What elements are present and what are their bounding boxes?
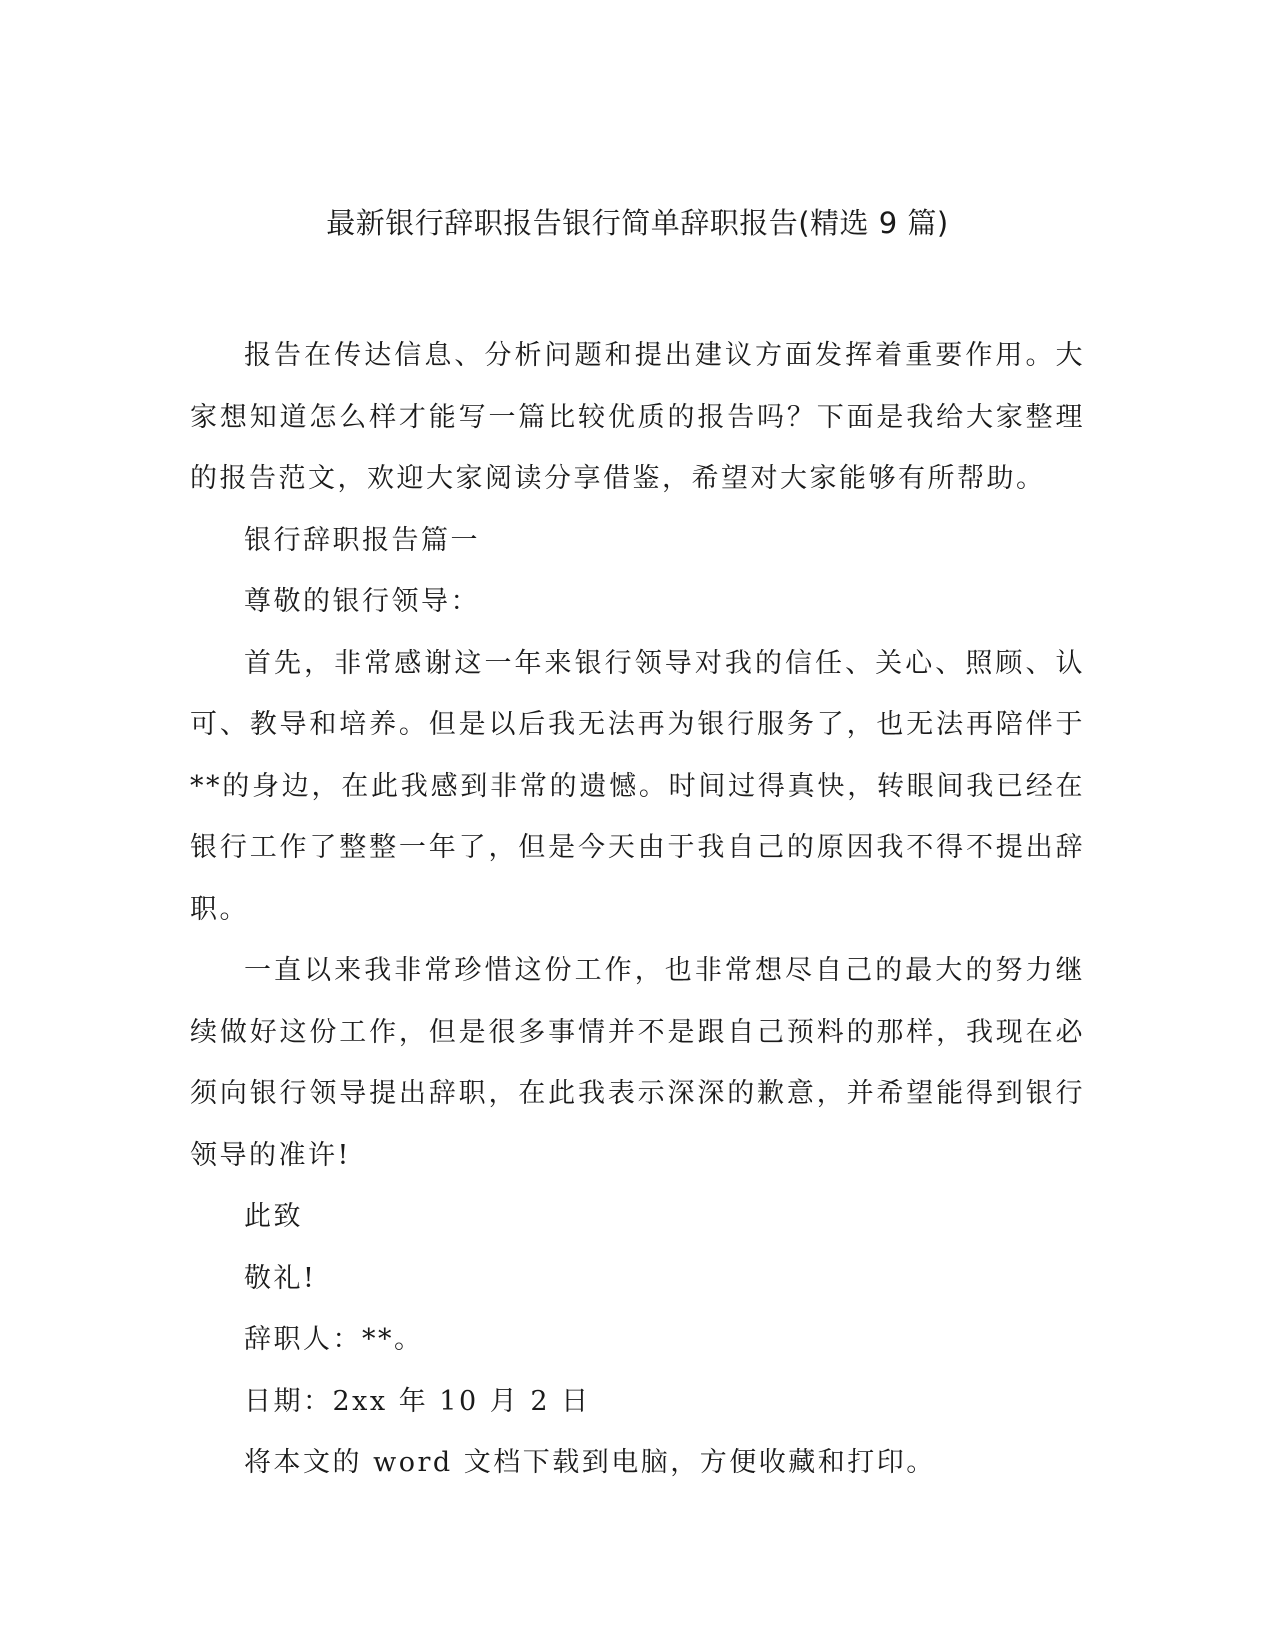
closing-greeting: 敬礼! <box>244 1262 317 1294</box>
salutation: 尊敬的银行领导： <box>244 586 480 617</box>
document-body <box>190 325 1085 1494</box>
section-heading: 银行辞职报告篇一 <box>244 524 480 556</box>
body-paragraph: 一直以来我非常珍惜这份工作，也非常想尽自己的最大的努力继续做好这份工作，但是很多事情并不是跟自己预料的那样，我现在必须向银行领导提出辞职，在此我表示深深的歉意，并希望能得到银行领导的准许! <box>190 955 1085 1171</box>
signature-line: 辞职人：**。 <box>244 1324 424 1355</box>
document-title: 最新银行辞职报告银行简单辞职报告(精选 9 篇) <box>326 206 949 240</box>
date-line: 日期：2xx 年 10 月 2 日 <box>244 1385 591 1417</box>
intro-paragraph: 报告在传达信息、分析问题和提出建议方面发挥着重要作用。大家想知道怎么样才能写一篇比较优质的报告吗？下面是我给大家整理的报告范文，欢迎大家阅读分享借鉴，希望对大家能够有所帮助。 <box>190 340 1085 494</box>
closing-line: 此致 <box>244 1201 303 1232</box>
download-note: 将本文的 word 文档下载到电脑，方便收藏和打印。 <box>244 1447 936 1478</box>
body-paragraph: 首先，非常感谢这一年来银行领导对我的信任、关心、照顾、认可、教导和培养。但是以后我无法再为银行服务了，也无法再陪伴于**的身边，在此我感到非常的遗憾。时间过得真快，转眼间我已经在银行工作了整整一年了，但是今天由于我自己的原因我不得不提出辞职。 <box>190 647 1085 925</box>
